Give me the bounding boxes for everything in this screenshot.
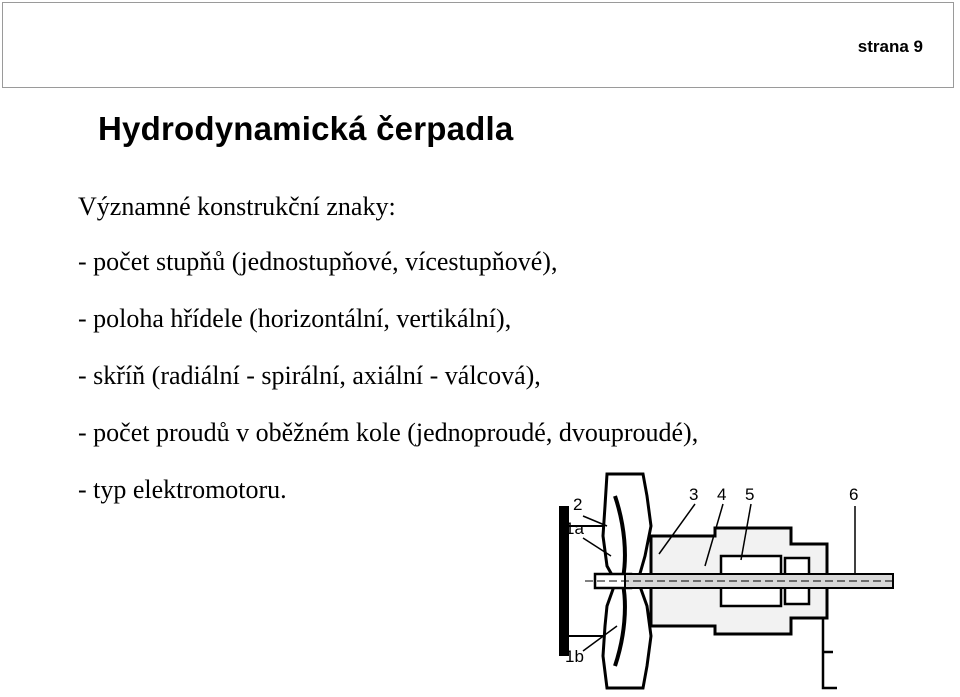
label-1b: 1b xyxy=(565,647,584,666)
page-number: strana 9 xyxy=(857,37,923,56)
label-1a: 1a xyxy=(565,519,584,538)
pump-casing-lower xyxy=(603,578,651,688)
support-foot xyxy=(815,618,837,688)
label-5: 5 xyxy=(745,485,755,504)
label-2: 2 xyxy=(573,495,583,514)
page-title: Hydrodynamická čerpadla xyxy=(98,110,514,147)
list-item: - počet stupňů (jednostupňové, vícestupňové), xyxy=(78,247,558,276)
list-item: - skříň (radiální - spirální, axiální - válcová), xyxy=(78,361,541,390)
list-item: - typ elektromotoru. xyxy=(78,475,287,504)
list-item: - poloha hřídele (horizontální, vertikální), xyxy=(78,304,512,333)
label-3: 3 xyxy=(689,485,699,504)
subtitle: Významné konstrukční znaky: xyxy=(78,192,396,221)
label-4: 4 xyxy=(717,485,727,504)
header-box xyxy=(2,2,954,88)
pump-casing xyxy=(603,474,651,584)
label-6: 6 xyxy=(849,485,859,504)
pump-diagram xyxy=(555,466,895,694)
list-item: - počet proudů v oběžném kole (jednoproudé, dvouproudé), xyxy=(78,418,699,447)
